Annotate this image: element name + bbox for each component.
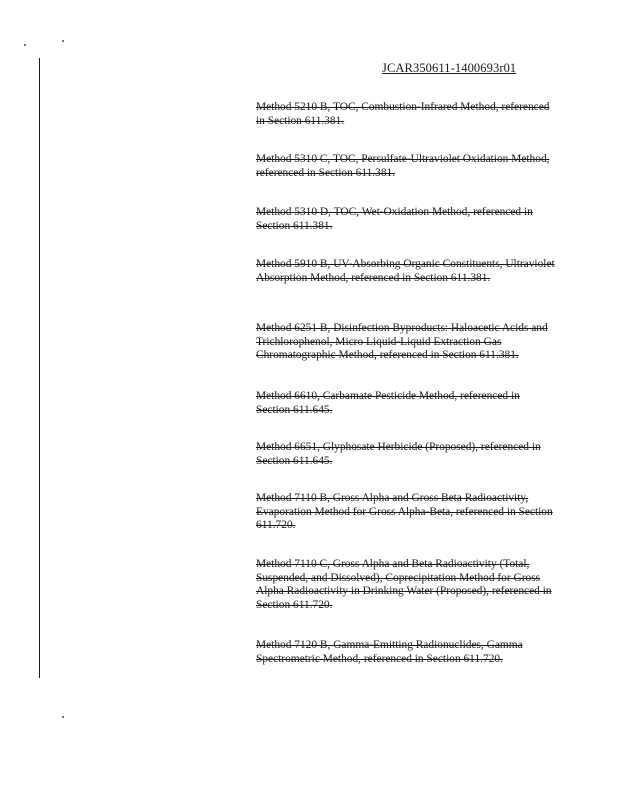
method-entry: Method 7110 B, Gross Alpha and Gross Beta Radioactivity, Evaporation Method for Gross Alpha-Beta, referenced in Section 611.720. <box>256 492 553 532</box>
method-entry: Method 5910 B, UV-Absorbing Organic Constituents, Ultraviolet Absorption Method, referenced in Section 611.381. <box>256 258 555 284</box>
method-entry: Method 5210 B, TOC, Combustion-Infrared Method, referenced in Section 611.381. <box>256 101 550 127</box>
scan-speck <box>62 716 64 718</box>
method-entry: Method 5310 C, TOC, Persulfate-Ultraviolet Oxidation Method, referenced in Section 611.381. <box>256 153 550 179</box>
method-entry: Method 6651, Glyphosate Herbicide (Proposed), referenced in Section 611.645. <box>256 441 541 467</box>
document-id: JCAR350611-1400693r01 <box>382 61 517 75</box>
method-entry: Method 7110 C, Gross Alpha and Beta Radioactivity (Total, Suspended, and Dissolved), Coprecipitation Method for Gross Alpha Radioactivity in Drinking Water (Proposed), referenced in Section 611.720. <box>256 558 552 611</box>
method-entry: Method 7120 B, Gamma-Emitting Radionuclides, Gamma Spectrometric Method, referenced in Section 611.720. <box>256 639 523 665</box>
scan-speck <box>62 40 64 42</box>
scan-speck <box>24 44 26 46</box>
revision-bar <box>39 58 40 678</box>
method-entry: Method 5310 D, TOC, Wet-Oxidation Method, referenced in Section 611.381. <box>256 206 533 232</box>
method-entry: Method 6251 B, Disinfection Byproducts: Haloacetic Acids and Trichlorophenol, Micro Liquid-Liquid Extraction Gas Chromatographic Method, referenced in Section 611.381. <box>256 322 548 362</box>
method-entry: Method 6610, Carbamate Pesticide Method, referenced in Section 611.645. <box>256 390 520 416</box>
